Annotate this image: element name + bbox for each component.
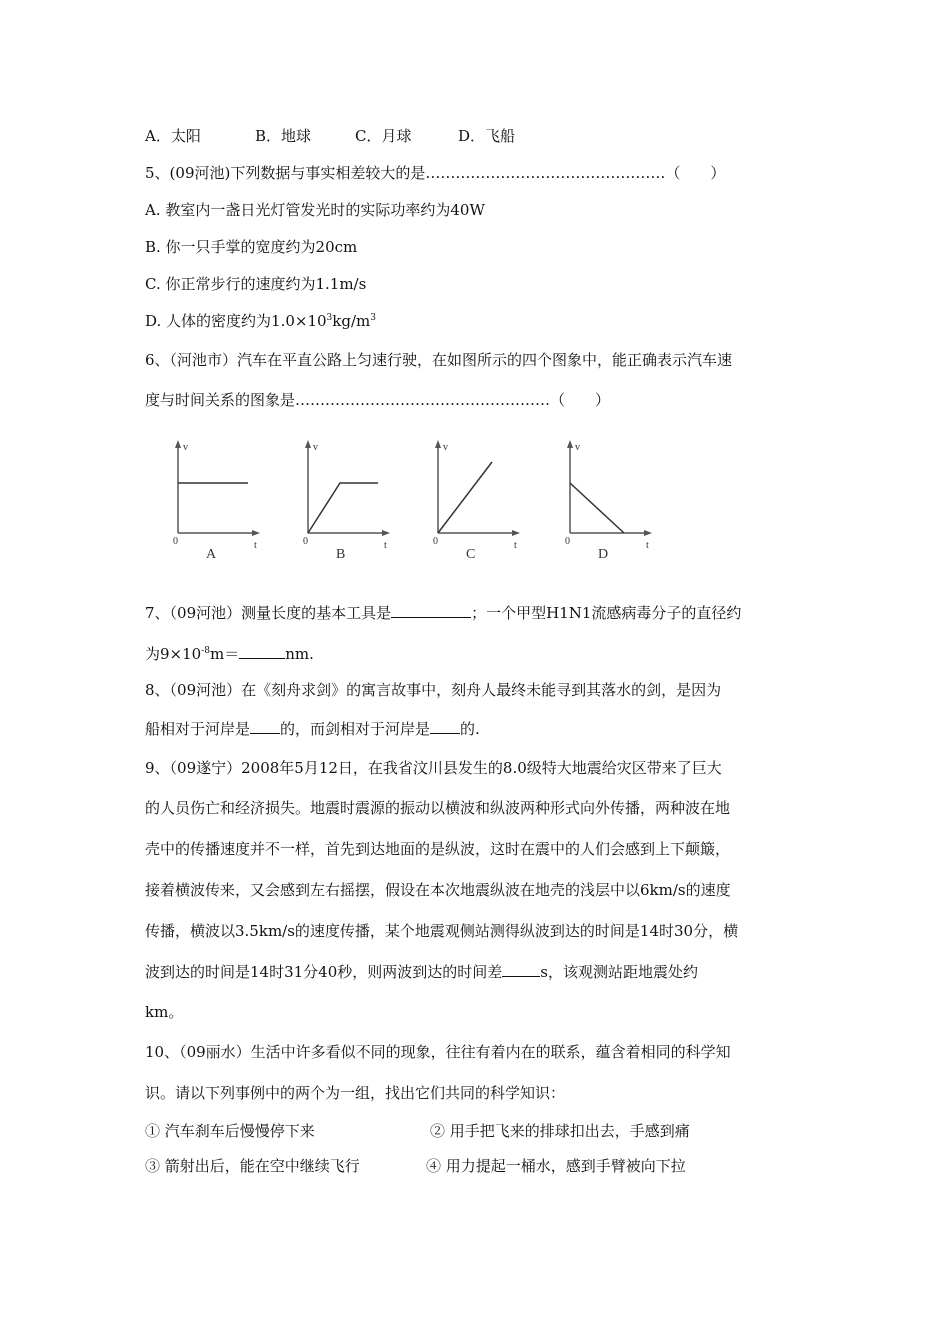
graph-b (290, 438, 390, 568)
q7-exponent: -8 (201, 646, 210, 656)
graph-a-origin: 0 (173, 536, 178, 547)
graph-d-v: v (575, 442, 580, 453)
q10-items-row2 (145, 1156, 686, 1176)
graph-c-t: t (514, 540, 517, 551)
graph-a-t: t (254, 540, 257, 551)
graph-a-label: A (206, 547, 217, 562)
q8-blank-2[interactable] (430, 719, 460, 734)
graph-c-origin: 0 (433, 536, 438, 547)
q5-stem: 5、(09河池)下列数据与事实相差较大的是…………………………………………（ ） (145, 164, 726, 182)
graph-b-t: t (384, 540, 387, 551)
q5-d-unit: kg/m (332, 312, 371, 330)
q6-line2: 度与时间关系的图象是……………………………………………（ ） (145, 391, 611, 409)
q4-option-a: A．太阳 (145, 127, 201, 145)
q8-line2-post: 的. (460, 720, 480, 738)
q8-line1: 8、（09河池）在《刻舟求剑》的寓言故事中，刻舟人最终未能寻到其落水的剑，是因为 (145, 681, 722, 699)
q10-line2: 识。请以下列事例中的两个为一组，找出它们共同的科学知识： (145, 1084, 566, 1102)
q10-item-1: ① 汽车刹车后慢慢停下来 (145, 1122, 315, 1140)
q10-line1: 10、（09丽水）生活中许多看似不同的现象，往往有着内在的联系，蕴含着相同的科学知 (145, 1043, 731, 1061)
q9-line6-pre: 波到达的时间是14时31分40秒，则两波到达的时间差 (145, 963, 503, 981)
q6-graphs (160, 438, 680, 568)
q4-option-d: D．飞船 (458, 127, 516, 145)
graph-b-v: v (313, 442, 318, 453)
q5-option-d (145, 311, 376, 331)
q7-blank-1[interactable] (391, 603, 471, 618)
q9-line6 (145, 962, 698, 982)
q4-option-b: B．地球 (255, 127, 312, 145)
q10-item-3: ③ 箭射出后，能在空中继续飞行 (145, 1157, 360, 1175)
graph-c-label: C (466, 547, 476, 562)
q10-item-2: ② 用手把飞来的排球扣出去，手感到痛 (430, 1122, 690, 1140)
q8-line2 (145, 719, 480, 739)
graph-a (160, 438, 260, 568)
q6-line1: 6、（河池市）汽车在平直公路上匀速行驶，在如图所示的四个图象中，能正确表示汽车速 (145, 351, 733, 369)
q7-line1 (145, 603, 741, 623)
graph-d-t: t (646, 540, 649, 551)
q7-line1-pre: 7、（09河池）测量长度的基本工具是 (145, 604, 392, 622)
graph-d (552, 438, 652, 568)
q7-line2-mid: m＝ (209, 645, 240, 663)
q8-blank-1[interactable] (250, 719, 280, 734)
q9-line7: km。 (145, 1003, 184, 1021)
graph-d-origin: 0 (565, 536, 570, 547)
q7-line2 (145, 644, 314, 664)
q5-d-unit-exponent: 3 (370, 313, 376, 323)
graph-c-v: v (443, 442, 448, 453)
graph-b-origin: 0 (303, 536, 308, 547)
q7-line1-post: ；一个甲型H1N1流感病毒分子的直径约 (471, 604, 742, 622)
q9-line2: 的人员伤亡和经济损失。地震时震源的振动以横波和纵波两种形式向外传播，两种波在地 (145, 799, 731, 817)
q5-option-a: A. 教室内一盏日光灯管发光时的实际功率约为40W (145, 201, 485, 219)
q8-line2-pre: 船相对于河岸是 (145, 720, 251, 738)
q10-item-4: ④ 用力提起一桶水，感到手臂被向下拉 (426, 1157, 686, 1175)
q9-line1: 9、（09遂宁）2008年5月12日，在我省汶川县发生的8.0级特大地震给灾区带来了巨大 (145, 759, 722, 777)
q9-line5: 传播，横波以3.5km/s的速度传播，某个地震观侧站测得纵波到达的时间是14时30分，横 (145, 922, 739, 940)
q5-d-text: D. 人体的密度约为1.0×10 (145, 312, 327, 330)
graph-a-v: v (183, 442, 188, 453)
q7-line2-pre: 为9×10 (145, 645, 202, 663)
q9-line3: 壳中的传播速度并不一样，首先到达地面的是纵波，这时在震中的人们会感到上下颠簸， (145, 840, 731, 858)
q7-blank-2[interactable] (239, 644, 285, 659)
graph-c (420, 438, 520, 568)
q7-line2-post: nm. (285, 645, 314, 663)
graph-b-label: B (336, 547, 346, 562)
q9-line6-post: s，该观测站距地震处约 (540, 963, 698, 981)
q5-option-c: C. 你正常步行的速度约为1.1m/s (145, 275, 367, 293)
q8-line2-mid: 的，而剑相对于河岸是 (280, 720, 431, 738)
q5-d-exponent: 3 (326, 313, 333, 323)
q5-option-b: B. 你一只手掌的宽度约为20cm (145, 238, 358, 256)
q4-options (145, 126, 515, 146)
q9-blank-1[interactable] (502, 962, 540, 977)
q9-line4: 接着横波传来，又会感到左右摇摆，假设在本次地震纵波在地壳的浅层中以6km/s的速度 (145, 881, 731, 899)
graph-d-label: D (598, 547, 609, 562)
q4-option-c: C．月球 (355, 127, 412, 145)
q10-items-row1 (145, 1121, 690, 1141)
